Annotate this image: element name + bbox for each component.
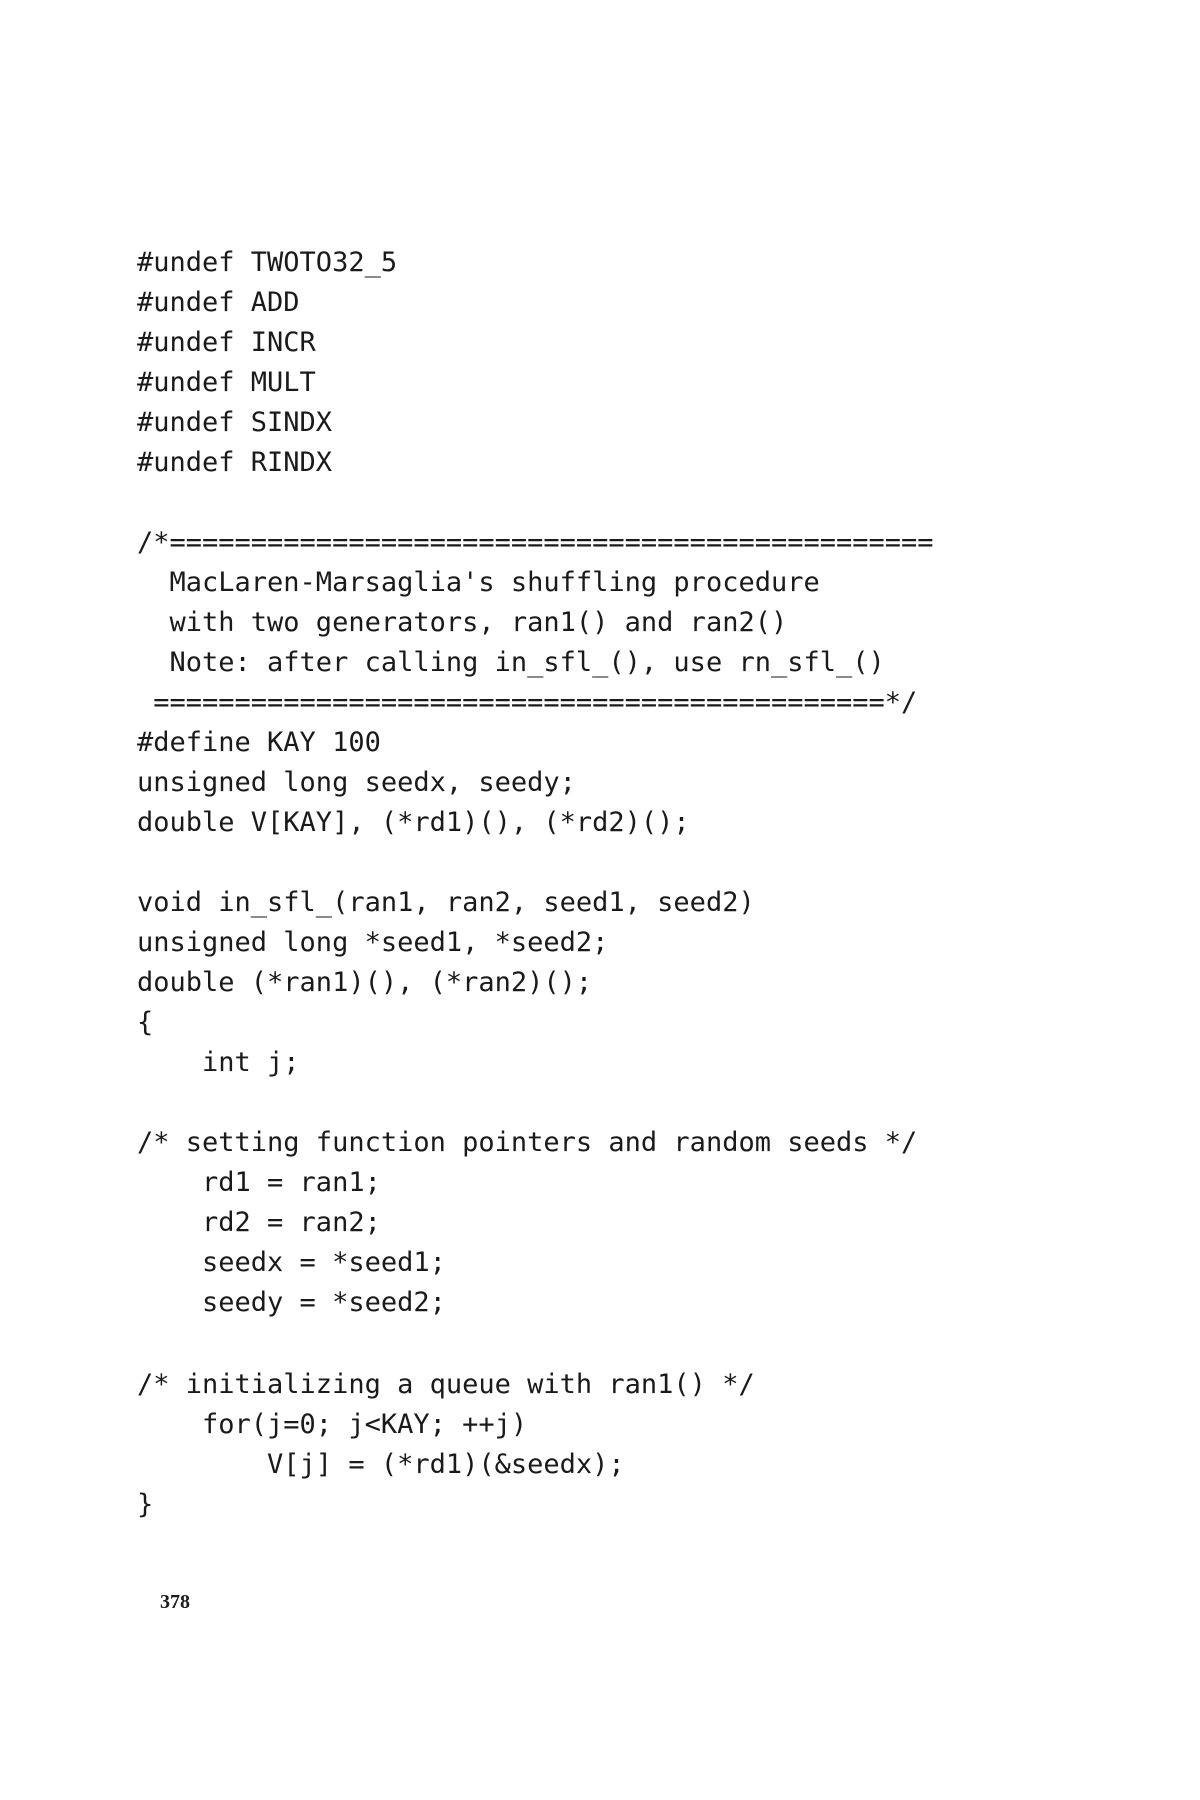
comment-line: =============================================*/ [137,687,918,718]
code-line: double V[KAY], (*rd1)(), (*rd2)(); [137,807,690,838]
code-line: #undef TWOTO32_5 [137,247,398,278]
code-line: #undef RINDX [137,447,333,478]
code-line: #undef MULT [137,367,316,398]
comment-line: Note: after calling in_sfl_(), use rn_sfl_() [137,647,885,678]
comment-line: with two generators, ran1() and ran2() [137,607,788,638]
code-line: seedy = *seed2; [137,1287,446,1318]
comment-line: MacLaren-Marsaglia's shuffling procedure [137,567,820,598]
comment-line: /*=============================================== [137,527,934,558]
code-line: unsigned long seedx, seedy; [137,767,576,798]
code-line: } [137,1489,154,1520]
code-line: #define KAY 100 [137,727,381,758]
comment-line: /* setting function pointers and random seeds */ [137,1127,918,1158]
code-line: V[j] = (*rd1)(&seedx); [137,1449,625,1480]
code-line: #undef INCR [137,327,316,358]
comment-line: /* initializing a queue with ran1() */ [137,1369,755,1400]
code-line: rd2 = ran2; [137,1207,381,1238]
code-line: double (*ran1)(), (*ran2)(); [137,967,593,998]
code-line: int j; [137,1047,300,1078]
page-number: 378 [160,1591,190,1613]
code-line: #undef ADD [137,287,300,318]
code-line: rd1 = ran1; [137,1167,381,1198]
code-line: for(j=0; j<KAY; ++j) [137,1409,528,1440]
code-line: void in_sfl_(ran1, ran2, seed1, seed2) [137,887,755,918]
code-line: unsigned long *seed1, *seed2; [137,927,609,958]
code-line: { [137,1007,154,1038]
code-line: seedx = *seed1; [137,1247,446,1278]
code-line: #undef SINDX [137,407,333,438]
